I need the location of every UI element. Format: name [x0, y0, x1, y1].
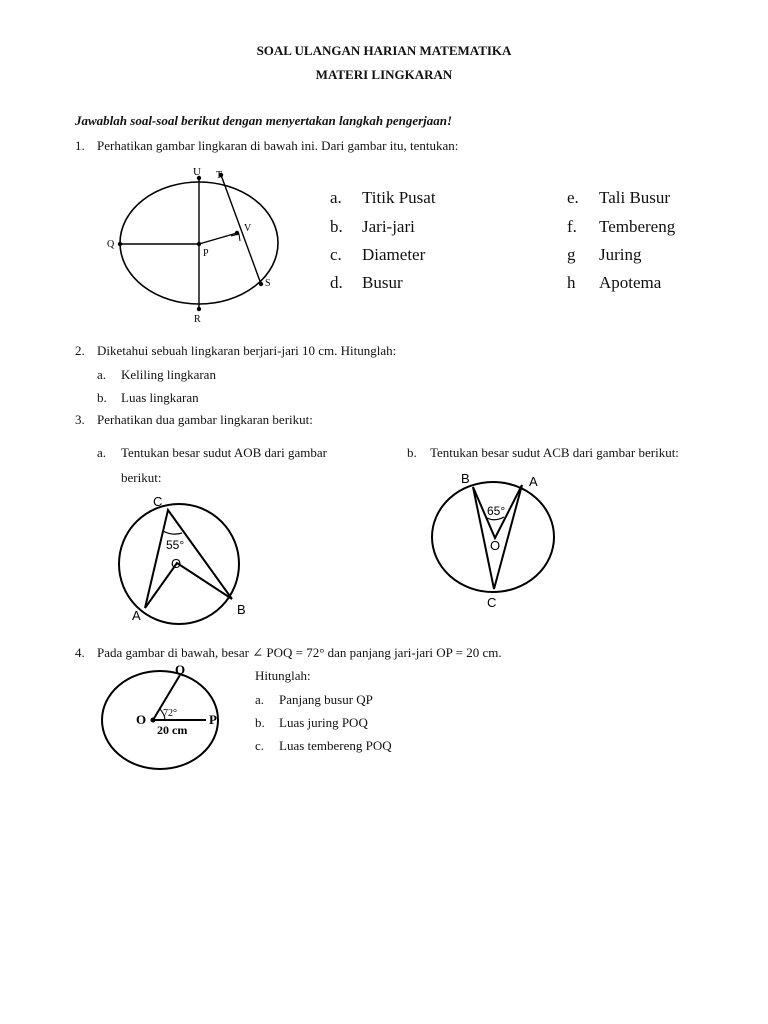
q3b-letter: b. — [407, 445, 417, 460]
q1-item-label: Tali Busur — [599, 188, 671, 207]
q3b-angle-label: 65° — [487, 504, 506, 518]
q4-item-label: Panjang busur QP — [279, 692, 373, 707]
q4-radius-label: 20 cm — [157, 723, 188, 737]
q3-number: 3. — [75, 412, 85, 427]
q1-point-r — [197, 307, 201, 311]
q4-item-letter: a. — [255, 692, 265, 707]
q1-label-u: U — [193, 166, 201, 178]
q1-point-s — [259, 282, 263, 286]
q4-item-letter: b. — [255, 715, 265, 730]
q1-item-label: Apotema — [599, 273, 662, 292]
q3a-text: Tentukan besar sudut AOB dari gambar — [121, 445, 327, 460]
q3-text: Perhatikan dua gambar lingkaran berikut: — [97, 412, 313, 427]
q3a-letter: a. — [97, 445, 107, 460]
instruction: Jawablah soal-soal berikut dengan menyertakan langkah pengerjaan! — [75, 113, 453, 128]
q3b-circle — [432, 482, 554, 592]
q4-label-p: P — [209, 712, 217, 727]
q2-item-letter: b. — [97, 390, 107, 405]
q4-number: 4. — [75, 645, 85, 660]
q1-apothem-pv — [199, 233, 237, 244]
q3a-label-b: B — [237, 602, 246, 617]
q2-item-letter: a. — [97, 367, 107, 382]
q4-item-letter: c. — [255, 738, 265, 753]
q3a-label-c: C — [153, 494, 163, 509]
q1-item-label: Jari-jari — [362, 217, 415, 236]
q1-label-q: Q — [107, 239, 115, 250]
q4-label-q: Q — [175, 662, 186, 677]
q3b-label-a: A — [529, 474, 538, 489]
q3a-angle-arc — [163, 531, 182, 534]
q4-label-o: O — [136, 712, 147, 727]
q4-item-label: Luas juring POQ — [279, 715, 368, 730]
q2-item-label: Keliling lingkaran — [121, 367, 216, 382]
q4-item-label: Luas tembereng POQ — [279, 738, 392, 753]
q3a-angle-label: 55° — [166, 538, 185, 552]
q4-circle-figure — [95, 660, 245, 775]
q1-label-r: R — [194, 314, 201, 325]
q1-item-letter: d. — [330, 273, 343, 292]
q4-point-o — [151, 718, 156, 723]
q3a-text-continued: berikut: — [121, 470, 162, 485]
q1-item-letter: e. — [567, 188, 579, 207]
q3a-central-angle — [145, 563, 232, 608]
q2-number: 2. — [75, 343, 85, 358]
q3a-circle-figure — [115, 490, 265, 630]
q1-item-letter: c. — [330, 245, 342, 264]
q3b-label-c: C — [487, 595, 497, 610]
q3a-label-o: O — [171, 556, 182, 571]
q1-label-p: P — [203, 248, 209, 259]
q1-label-v: V — [244, 223, 252, 234]
q1-item-letter: g — [567, 245, 576, 264]
q1-point-p — [197, 242, 201, 246]
page-title: SOAL ULANGAN HARIAN MATEMATIKA — [256, 43, 512, 58]
q3b-circle-figure — [425, 470, 575, 615]
q1-item-label: Tembereng — [599, 217, 676, 236]
q3b-text: Tentukan besar sudut ACB dari gambar berikut: — [430, 445, 679, 460]
q1-item-label: Diameter — [362, 245, 426, 264]
q1-item-label: Busur — [362, 273, 403, 292]
q1-point-q — [118, 242, 122, 246]
q3a-label-a: A — [132, 608, 141, 623]
q1-number: 1. — [75, 138, 85, 153]
q3a-inscribed-angle — [145, 510, 232, 608]
q1-circle-figure — [100, 160, 300, 330]
q3b-label-o: O — [490, 538, 501, 553]
q1-item-letter: h — [567, 273, 576, 292]
q1-item-label: Juring — [599, 245, 642, 264]
q1-text: Perhatikan gambar lingkaran di bawah ini. Dari gambar itu, tentukan: — [97, 138, 459, 153]
q1-label-t: T — [216, 170, 223, 181]
q1-item-label: Titik Pusat — [362, 188, 436, 207]
q1-point-v — [235, 231, 239, 235]
q1-item-letter: f. — [567, 217, 577, 236]
q4-hitunglah: Hitunglah: — [255, 668, 311, 683]
q1-item-letter: b. — [330, 217, 343, 236]
q2-text: Diketahui sebuah lingkaran berjari-jari 10 cm. Hitunglah: — [97, 343, 397, 358]
q4-text: Pada gambar di bawah, besar ∠ POQ = 72° dan panjang jari-jari OP = 20 cm. — [97, 645, 502, 660]
q4-angle-label: 72° — [163, 708, 177, 719]
q1-label-s: S — [265, 278, 271, 289]
page-subtitle: MATERI LINGKARAN — [315, 67, 453, 82]
q2-item-label: Luas lingkaran — [121, 390, 199, 405]
q3b-label-b: B — [461, 471, 470, 486]
q1-item-letter: a. — [330, 188, 342, 207]
